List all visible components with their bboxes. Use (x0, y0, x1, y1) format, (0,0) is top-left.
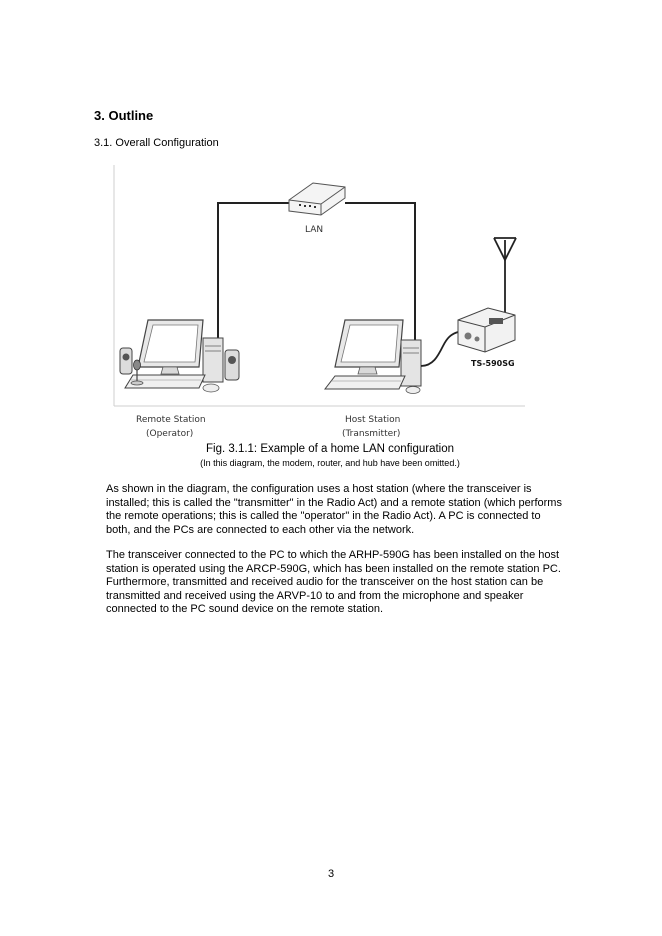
body-paragraph-2: The transceiver connected to the PC to which the ARHP-590G has been installed on the host station is operated using the ARCP-590G, which has been installed on the remote station PC. Furthermore, transmitted and received audio for the transceiver on the host station can be transmitted and received using the ARVP-10 to and from the microphone and speaker connected to the PC sound device on the remote station. (106, 549, 561, 616)
page-number: 3 (327, 868, 335, 880)
transceiver-model-label: TS-590SG (471, 359, 515, 368)
figure-note: (In this diagram, the modem, router, and hub have been omitted.) (200, 458, 460, 468)
host-role-label: (Transmitter) (342, 429, 401, 439)
subsection-heading: 3.1. Overall Configuration (94, 137, 219, 149)
section-heading: 3. Outline (94, 108, 154, 123)
body-paragraph-1: As shown in the diagram, the configuration uses a host station (where the transceiver is installed; this is called the "transmitter" in the Radio Act) and a remote station (which performs the remote operations; this is called the "operator" in the Radio Act). A PC is connected to both, and the PCs are connected to each other via the network. (106, 483, 562, 536)
transceiver-cable (421, 332, 458, 366)
router-icon (289, 183, 345, 215)
lan-configuration-figure (113, 160, 533, 445)
host-pc-icon (325, 320, 421, 394)
remote-role-label: (Operator) (146, 429, 194, 439)
remote-station-label: Remote Station (136, 415, 206, 425)
figure-caption: Fig. 3.1.1: Example of a home LAN configuration (205, 443, 455, 455)
host-station-label: Host Station (345, 415, 401, 425)
transceiver-icon (458, 308, 515, 352)
lan-label: LAN (305, 225, 324, 235)
